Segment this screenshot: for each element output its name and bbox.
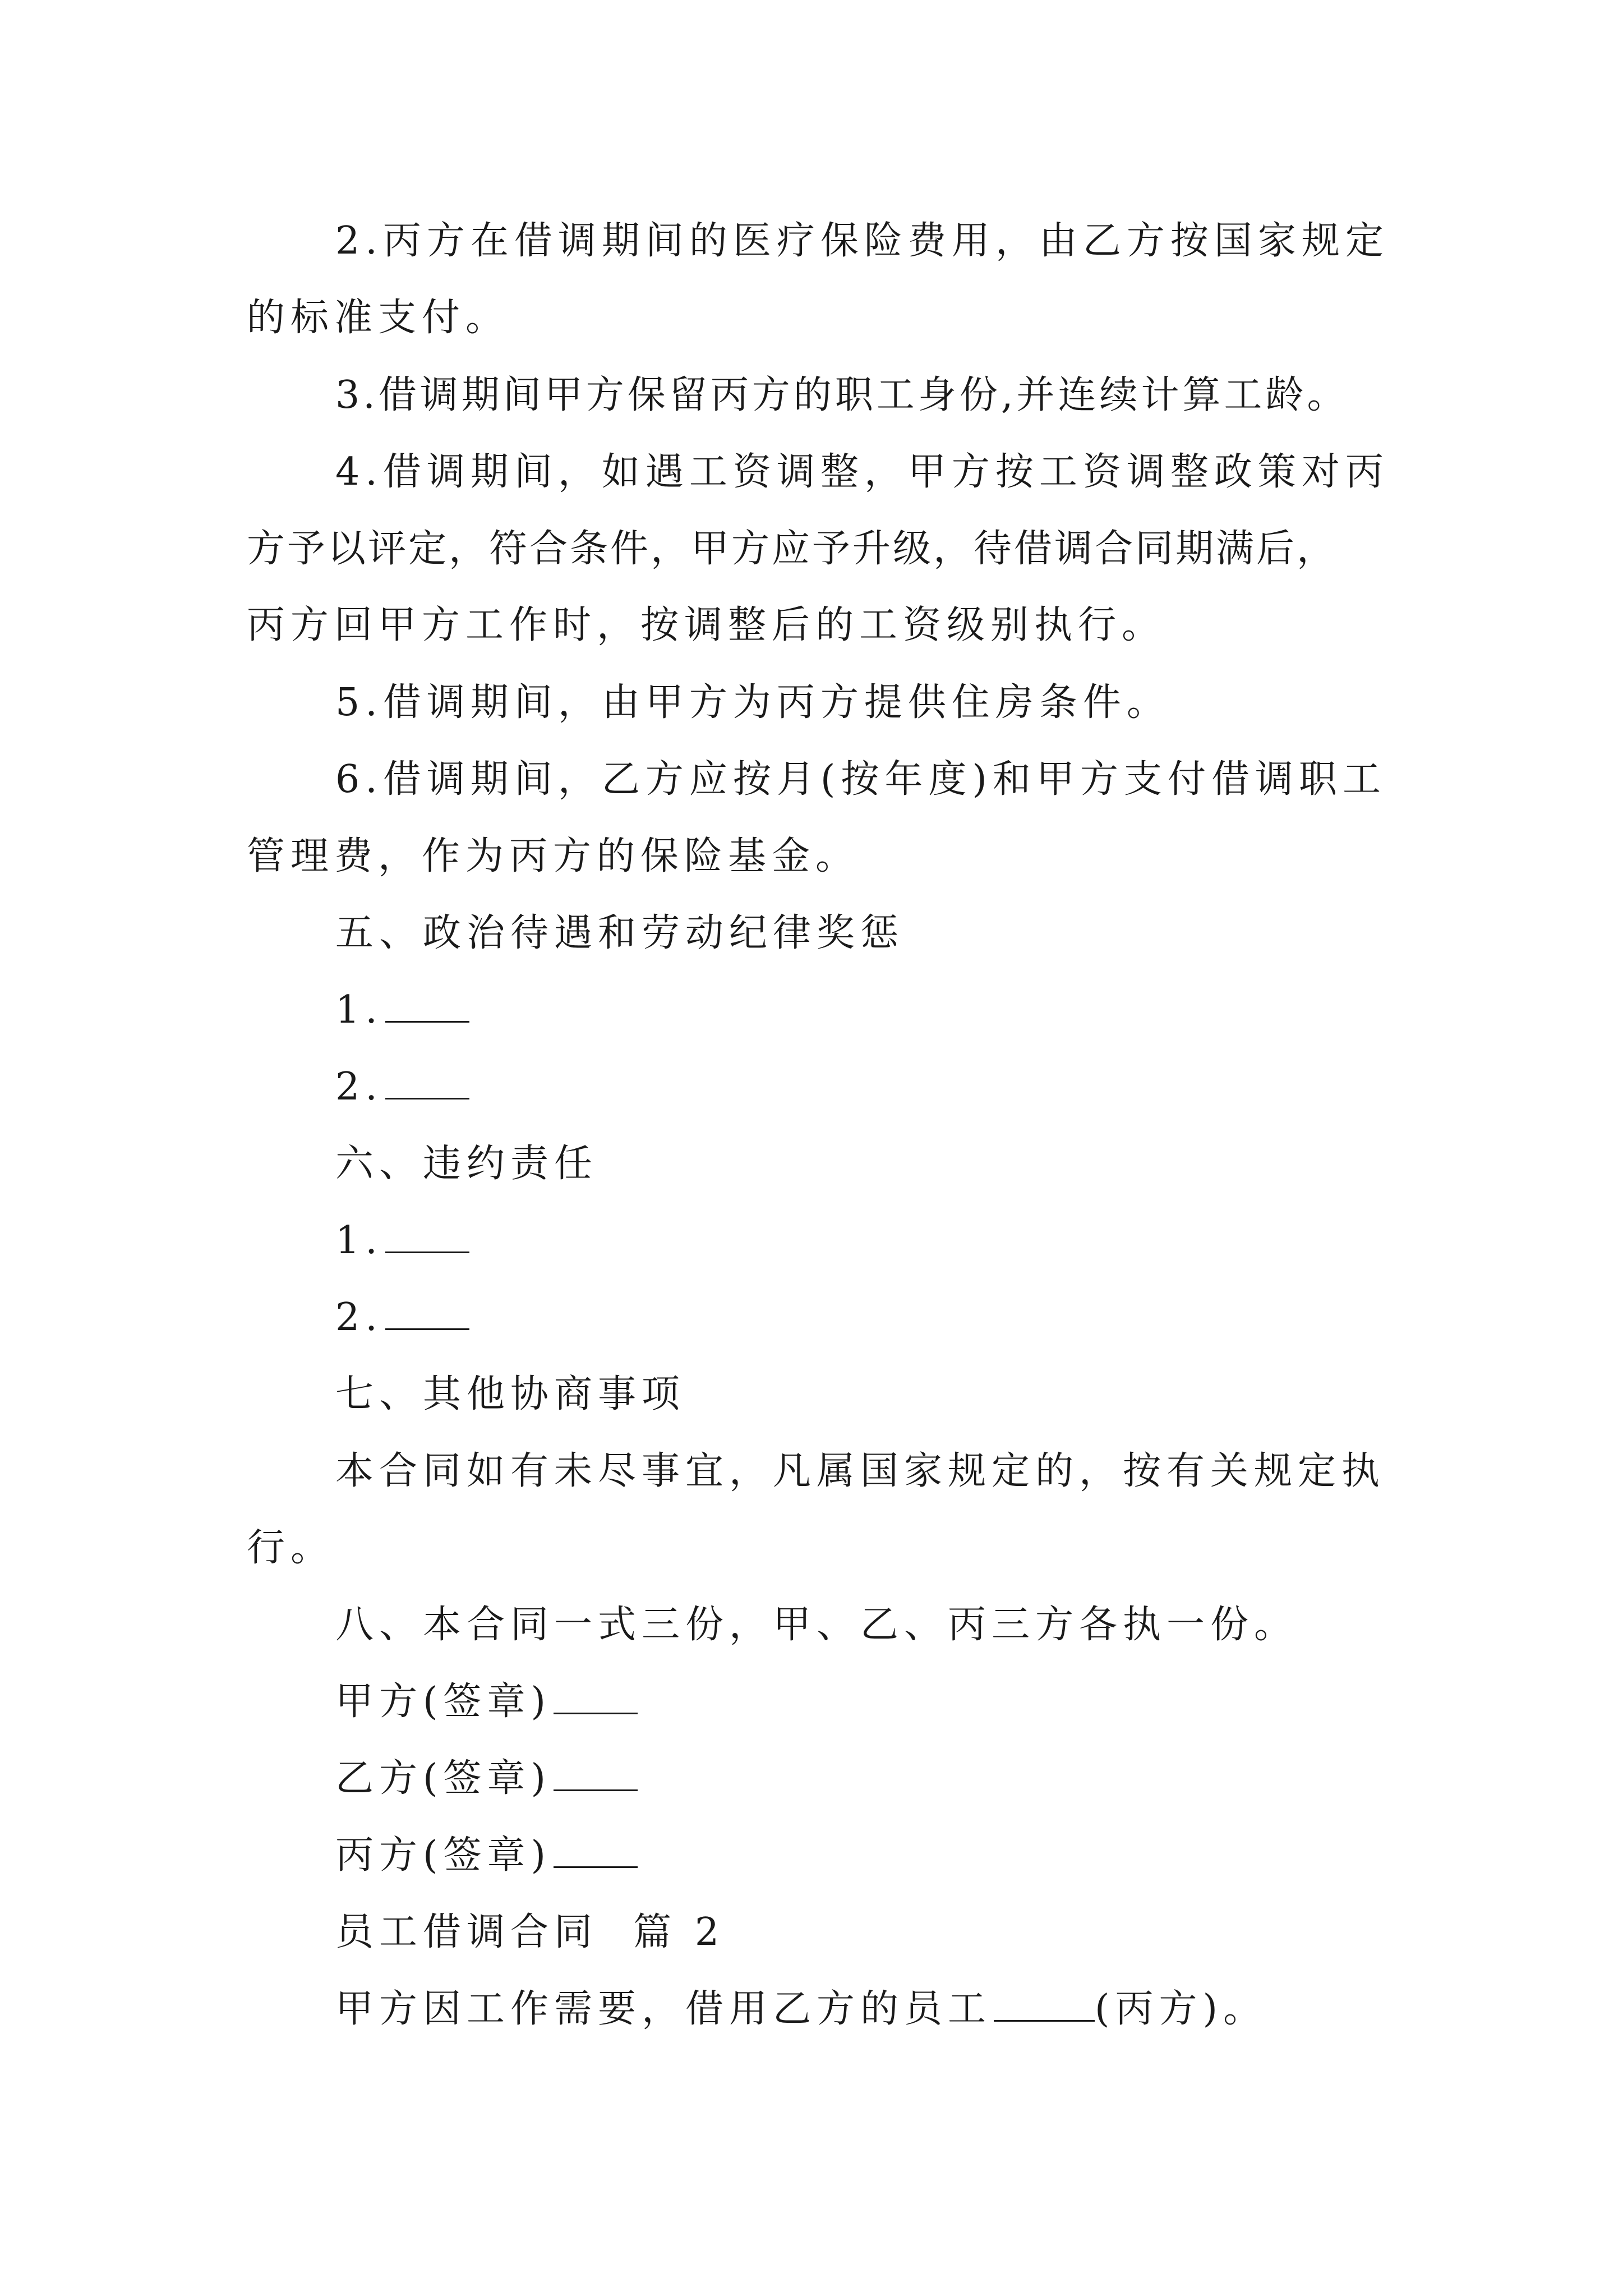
signature-blank bbox=[554, 1834, 638, 1868]
signature-party-b: 乙方(签章) bbox=[335, 1754, 638, 1804]
section-7-text-line-2: 行。 bbox=[247, 1526, 335, 1570]
fill-in-blank bbox=[385, 988, 469, 1023]
section-5-item-2: 2. bbox=[335, 1062, 469, 1112]
paragraph-6-line-2: 管理费，作为丙方的保险基金。 bbox=[247, 834, 860, 878]
paragraph-5: 5.借调期间，由甲方为丙方提供住房条件。 bbox=[335, 680, 1170, 725]
paragraph-4-line-2: 方予以评定，符合条件，甲方应予升级，待借调合同期满后， bbox=[247, 527, 1338, 571]
section-6-item-2: 2. bbox=[335, 1292, 469, 1343]
signature-party-c: 丙方(签章) bbox=[335, 1830, 638, 1881]
section-7-text-line-1: 本合同如有未尽事宜，凡属国家规定的，按有关规定执 bbox=[335, 1449, 1386, 1493]
paragraph-2-line-2: 的标准支付。 bbox=[247, 296, 510, 340]
section-5-item-1: 1. bbox=[335, 985, 469, 1036]
section-6-heading: 六、违约责任 bbox=[335, 1142, 598, 1186]
fill-in-blank bbox=[385, 1065, 469, 1099]
signature-blank bbox=[554, 1757, 638, 1791]
paragraph-3: 3.借调期间甲方保留丙方的职工身份,并连续计算工龄。 bbox=[335, 373, 1349, 417]
signature-blank bbox=[554, 1680, 638, 1714]
fill-in-blank bbox=[385, 1219, 469, 1253]
paragraph-4-line-3: 丙方回甲方工作时，按调整后的工资级别执行。 bbox=[247, 603, 1166, 647]
section-7-heading: 七、其他协商事项 bbox=[335, 1372, 686, 1416]
section-6-item-1: 1. bbox=[335, 1216, 469, 1266]
paragraph-2-line-1: 2.丙方在借调期间的医疗保险费用，由乙方按国家规定 bbox=[335, 219, 1389, 263]
contract-title-2: 员工借调合同 篇 2 bbox=[335, 1910, 725, 1954]
section-8-heading: 八、本合同一式三份，甲、乙、丙三方各执一份。 bbox=[335, 1603, 1298, 1647]
paragraph-4-line-1: 4.借调期间，如遇工资调整，甲方按工资调整政策对丙 bbox=[335, 450, 1389, 494]
signature-party-a: 甲方(签章) bbox=[335, 1677, 638, 1727]
paragraph-6-line-1: 6.借调期间，乙方应按月(按年度)和甲方支付借调职工 bbox=[335, 757, 1386, 802]
fill-in-blank bbox=[385, 1296, 469, 1330]
fill-in-blank bbox=[994, 1987, 1095, 2022]
contract-2-opening: 甲方因工作需要，借用乙方的员工 (丙方)。 bbox=[335, 1987, 1267, 2031]
section-5-heading: 五、政治待遇和劳动纪律奖惩 bbox=[335, 911, 905, 955]
